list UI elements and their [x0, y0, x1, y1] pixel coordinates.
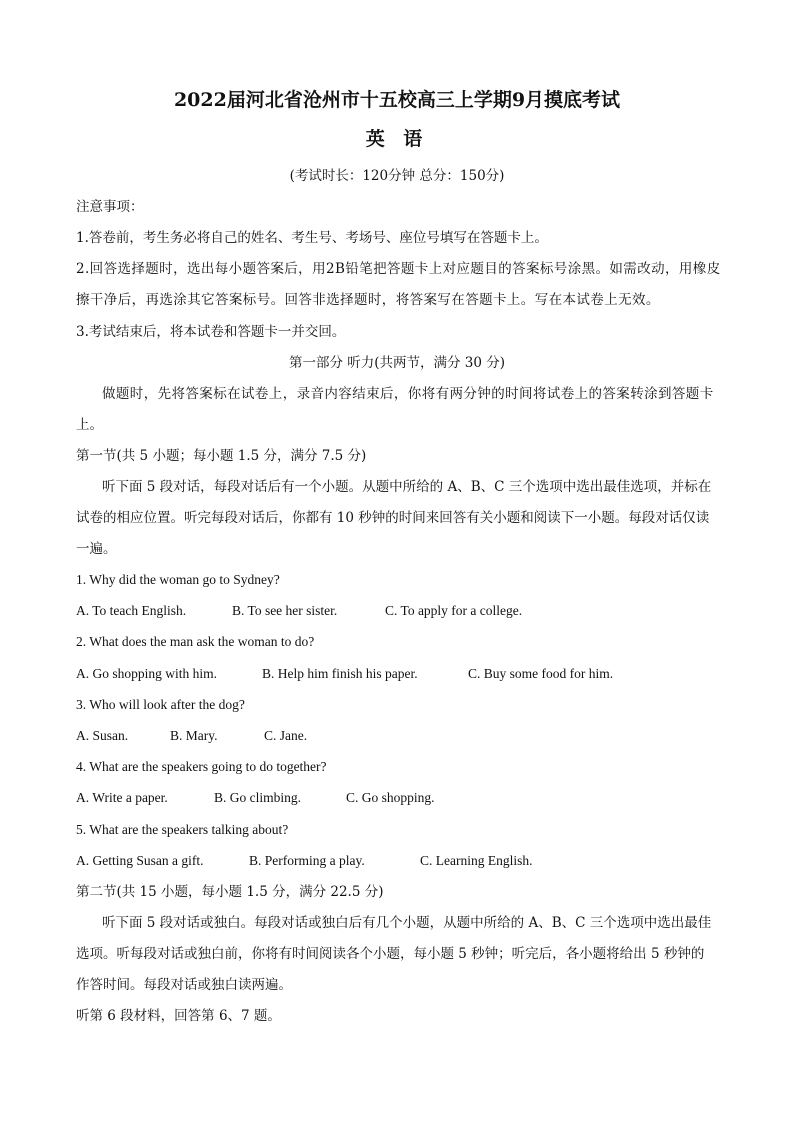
part1-heading: 第一部分 听力(共两节，满分 30 分) — [288, 355, 506, 371]
notes-item-2-line-1: 2.回答选择题时，选出每小题答案后，用2B铅笔把答题卡上对应题目的答案标号涂黑。如需改动，用橡皮 — [76, 261, 721, 277]
exam-info: (考试时长：120分钟 总分：150分) — [289, 168, 505, 184]
question-5-option-b: B. Performing a play. — [249, 853, 365, 868]
exam-title: 2022届河北省沧州市十五校高三上学期9月摸底考试 — [173, 89, 621, 111]
section1-instruction-line-2: 试卷的相应位置。听完每段对话后，你都有 10 秒钟的时间来回答有关小题和阅读下一小题。每段对话仅读 — [76, 510, 710, 526]
notes-item-3: 3.考试结束后，将本试卷和答题卡一并交回。 — [76, 324, 346, 340]
section2-instruction-line-1: 听下面 5 段对话或独白。每段对话或独白后有几个小题，从题中所给的 A、B、C 三个选项中选出最佳 — [102, 915, 712, 931]
question-4-option-a: A. Write a paper. — [76, 790, 168, 805]
question-4: 4. What are the speakers going to do together? — [76, 759, 327, 774]
question-1-option-b: B. To see her sister. — [232, 603, 338, 618]
section1-instruction-line-3: 一遍。 — [76, 541, 117, 557]
section1-instruction-line-1: 听下面 5 段对话，每段对话后有一个小题。从题中所给的 A、B、C 三个选项中选出最佳选项，并标在 — [102, 479, 712, 495]
material-6-instruction: 听第 6 段材料，回答第 6、7 题。 — [76, 1008, 281, 1024]
question-1-option-c: C. To apply for a college. — [385, 603, 523, 618]
question-2-option-a: A. Go shopping with him. — [76, 666, 218, 681]
question-1-option-a: A. To teach English. — [76, 603, 187, 618]
question-3-option-b: B. Mary. — [170, 728, 218, 743]
question-4-option-b: B. Go climbing. — [214, 790, 301, 805]
section2-instruction-line-3: 作答时间。每段对话或独白读两遍。 — [76, 977, 292, 993]
question-2: 2. What does the man ask the woman to do? — [76, 634, 315, 649]
question-2-option-b: B. Help him finish his paper. — [262, 666, 418, 681]
question-4-option-c: C. Go shopping. — [346, 790, 435, 805]
question-3-option-a: A. Susan. — [76, 728, 129, 743]
question-3: 3. Who will look after the dog? — [76, 697, 245, 712]
part1-instruction-line-1: 做题时，先将答案标在试卷上，录音内容结束后，你将有两分钟的时间将试卷上的答案转涂到答题卡 — [102, 386, 714, 402]
section1-heading: 第一节(共 5 小题；每小题 1.5 分，满分 7.5 分) — [76, 448, 367, 464]
part1-instruction-line-2: 上。 — [76, 417, 103, 433]
section2-heading: 第二节(共 15 小题，每小题 1.5 分，满分 22.5 分) — [76, 884, 384, 900]
subject-title: 英 语 — [365, 128, 429, 150]
question-2-option-c: C. Buy some food for him. — [468, 666, 614, 681]
question-5: 5. What are the speakers talking about? — [76, 822, 289, 837]
notes-item-1: 1.答卷前，考生务必将自己的姓名、考生号、考场号、座位号填写在答题卡上。 — [76, 230, 548, 246]
question-5-option-c: C. Learning English. — [420, 853, 533, 868]
notes-item-2-line-2: 擦干净后，再选涂其它答案标号。回答非选择题时，将答案写在答题卡上。写在本试卷上无效。 — [76, 292, 660, 308]
notes-heading: 注意事项： — [76, 199, 144, 215]
question-3-option-c: C. Jane. — [264, 728, 308, 743]
question-5-option-a: A. Getting Susan a gift. — [76, 853, 204, 868]
section2-instruction-line-2: 选项。听每段对话或独白前，你将有时间阅读各个小题，每小题 5 秒钟；听完后，各小题将给出 5 秒钟的 — [76, 946, 705, 962]
question-1: 1. Why did the woman go to Sydney? — [76, 572, 280, 587]
